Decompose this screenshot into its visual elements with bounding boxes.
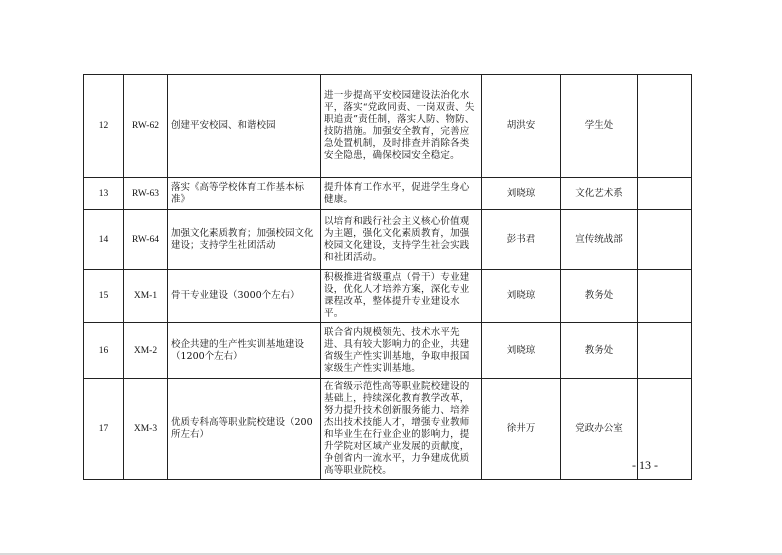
task-name: 落实《高等学校体育工作基本标准》	[168, 178, 321, 210]
remarks-cell	[638, 210, 692, 270]
task-goal: 提升体育工作水平，促进学生身心健康。	[321, 178, 482, 210]
remarks-cell	[638, 323, 692, 379]
responsible-department: 教务处	[561, 270, 638, 323]
responsible-department: 学生处	[561, 75, 638, 178]
row-number: 14	[84, 210, 124, 270]
row-number: 12	[84, 75, 124, 178]
row-number: 17	[84, 379, 124, 480]
responsible-person: 刘晓琼	[482, 323, 561, 379]
responsible-person: 刘晓琼	[482, 270, 561, 323]
task-name: 校企共建的生产性实训基地建设（1200个左右）	[168, 323, 321, 379]
remarks-cell	[638, 270, 692, 323]
task-code: RW-62	[124, 75, 168, 178]
task-goal: 以培育和践行社会主义核心价值观为主题，强化文化素质教育，加强校园文化建设，支持学生社会实践和社团活动。	[321, 210, 482, 270]
responsible-person: 彭书君	[482, 210, 561, 270]
responsible-person: 刘晓琼	[482, 178, 561, 210]
table-row	[84, 379, 692, 480]
task-goal: 积极推进省级重点（骨干）专业建设，优化人才培养方案，深化专业课程改革，整体提升专业建设水平。	[321, 270, 482, 323]
task-goal: 进一步提高平安校园建设法治化水平，落实“党政同责、一岗双责、失职追责”责任制，落实人防、物防、技防措施。加强安全教育，完善应急处置机制，及时排查并消除各类安全隐患，确保校园安全稳定。	[321, 75, 482, 178]
table-row	[84, 323, 692, 379]
task-goal: 联合省内规模领先、技术水平先进、具有较大影响力的企业，共建省级生产性实训基地，争取申报国家级生产性实训基地。	[321, 323, 482, 379]
task-name: 骨干专业建设（3000个左右）	[168, 270, 321, 323]
task-code: XM-2	[124, 323, 168, 379]
remarks-cell	[638, 75, 692, 178]
task-code: RW-64	[124, 210, 168, 270]
task-name: 创建平安校园、和谐校园	[168, 75, 321, 178]
task-code: XM-1	[124, 270, 168, 323]
task-goal: 在省级示范性高等职业院校建设的基础上，持续深化教育教学改革，努力提升技术创新服务能力、培养杰出技术技能人才，增强专业教师和毕业生在行业企业的影响力，提升学院对区域产业发展的贡献度，争创省内一流水平，力争建成优质高等职业院校。	[321, 379, 482, 480]
responsible-department: 党政办公室	[561, 379, 638, 480]
task-table	[83, 74, 692, 480]
task-name: 优质专科高等职业院校建设（200所左右）	[168, 379, 321, 480]
task-code: RW-63	[124, 178, 168, 210]
row-number: 15	[84, 270, 124, 323]
responsible-department: 宣传统战部	[561, 210, 638, 270]
remarks-cell	[638, 178, 692, 210]
row-number: 16	[84, 323, 124, 379]
responsible-person: 徐井万	[482, 379, 561, 480]
table-row	[84, 178, 692, 210]
row-number: 13	[84, 178, 124, 210]
table-row	[84, 75, 692, 178]
responsible-department: 教务处	[561, 323, 638, 379]
task-name: 加强文化素质教育；加强校园文化建设；支持学生社团活动	[168, 210, 321, 270]
page-number: - 13 -	[632, 458, 658, 472]
table-row	[84, 210, 692, 270]
task-code: XM-3	[124, 379, 168, 480]
responsible-person: 胡洪安	[482, 75, 561, 178]
responsible-department: 文化艺术系	[561, 178, 638, 210]
table-row	[84, 270, 692, 323]
